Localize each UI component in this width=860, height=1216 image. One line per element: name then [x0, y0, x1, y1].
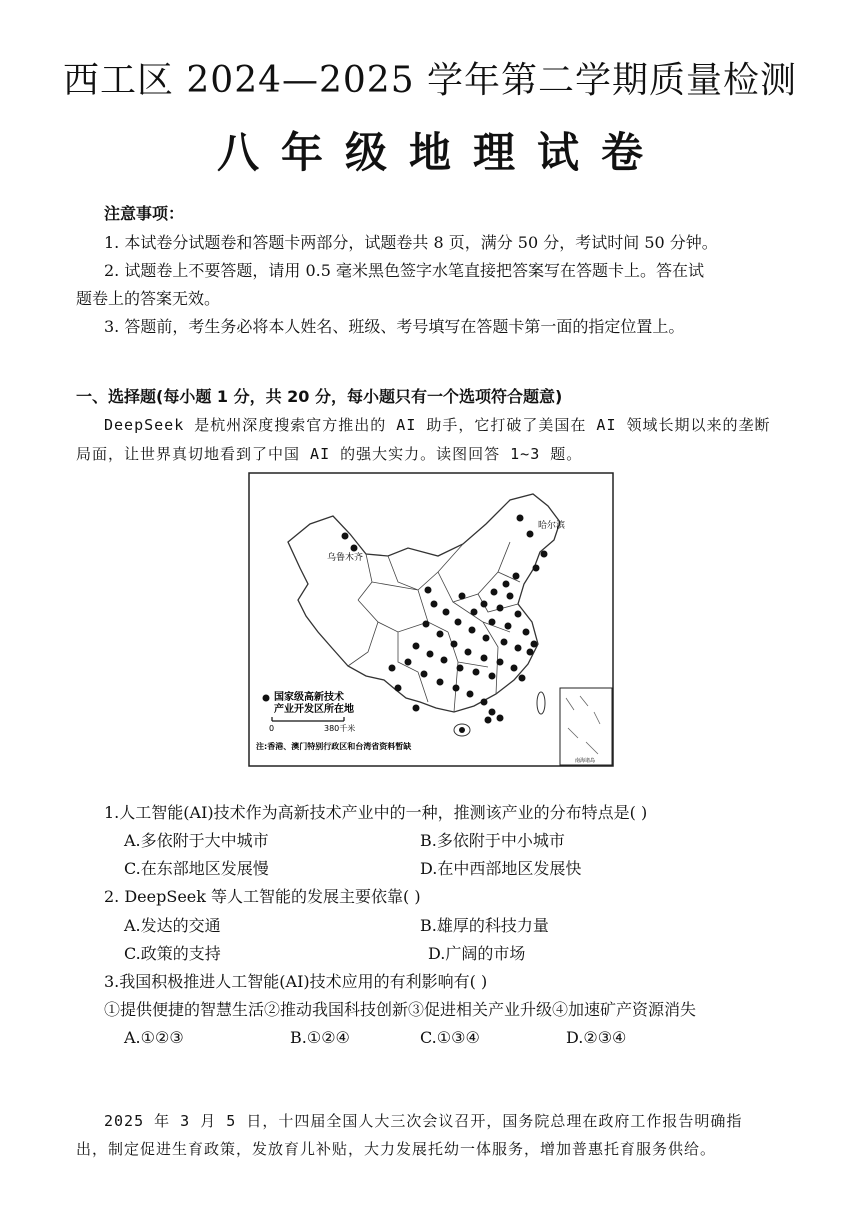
zone-dot: [467, 691, 474, 698]
zone-dot: [507, 593, 514, 600]
zone-dot: [489, 673, 496, 680]
south-china-sea-inset: [560, 688, 612, 765]
legend-dot: [263, 695, 270, 702]
q3-option-d: D.②③④: [566, 1028, 627, 1047]
map-frame: [249, 473, 613, 766]
zone-dot: [515, 645, 522, 652]
map-note: 注:香港、澳门特别行政区和台湾省资料暂缺: [256, 742, 412, 751]
zone-dot: [491, 589, 498, 596]
zone-dot: [519, 675, 526, 682]
zone-dot: [413, 705, 420, 712]
zone-dot: [413, 643, 420, 650]
legend-text-line-2: 产业开发区所在地: [274, 704, 354, 715]
passage2-line-2: 出，制定促进生育政策，发放育儿补贴，大力发展托幼一体服务，增加普惠托育服务供给。: [76, 1140, 717, 1158]
zone-dot: [437, 631, 444, 638]
zone-dot: [489, 709, 496, 716]
zone-dot: [459, 593, 466, 600]
q2-option-a: A.发达的交通: [124, 916, 221, 935]
q2-option-c: C.政策的支持: [124, 944, 221, 963]
zone-dot: [459, 727, 465, 733]
intro-line-2: 局面，让世界真切地看到了中国 AI 的强大实力。读图回答 1~3 题。: [76, 445, 583, 463]
zone-dot: [427, 651, 434, 658]
q1-option-b: B.多依附于中小城市: [420, 831, 565, 850]
exam-subtitle: 八年级地理试卷: [216, 128, 665, 177]
zone-dot: [505, 623, 512, 630]
zone-dot: [441, 657, 448, 664]
q2-stem: 2. DeepSeek 等人工智能的发展主要依靠( ): [104, 887, 421, 906]
passage2-line-1: 2025 年 3 月 5 日，十四届全国人大三次会议召开，国务院总理在政府工作报告明确指: [104, 1112, 743, 1130]
zone-dot: [473, 669, 480, 676]
zone-dot: [351, 545, 358, 552]
zone-dot: [483, 635, 490, 642]
legend-text-line-1: 国家级高新技术: [274, 692, 344, 703]
zone-dot: [465, 649, 472, 656]
zone-dot: [389, 665, 396, 672]
map-label-harbin: 哈尔滨: [538, 521, 566, 531]
q1-stem: 1.人工智能(AI)技术作为高新技术产业中的一种，推测该产业的分布特点是( ): [104, 803, 648, 822]
q1-option-d: D.在中西部地区发展快: [420, 859, 582, 878]
zone-dot: [511, 665, 518, 672]
zone-dot: [431, 601, 438, 608]
zone-dot: [533, 565, 540, 572]
zone-dot: [405, 659, 412, 666]
q3-option-a: A.①②③: [124, 1028, 184, 1047]
zone-dot: [342, 533, 349, 540]
zone-dot: [423, 621, 430, 628]
zone-dot: [497, 659, 504, 666]
zone-dot: [425, 587, 432, 594]
q3-option-c: C.①③④: [420, 1028, 480, 1047]
map-label-urumqi: 乌鲁木齐: [327, 553, 364, 563]
zone-dot: [443, 609, 450, 616]
zone-dot: [541, 551, 548, 558]
zone-dot: [501, 639, 508, 646]
notice-item-2-line-1: 2. 试题卷上不要答题，请用 0.5 毫米黑色签字水笔直接把答案写在答题卡上。答在试: [104, 261, 704, 280]
notice-item-3: 3. 答题前，考生务必将本人姓名、班级、考号填写在答题卡第一面的指定位置上。: [104, 317, 685, 336]
q2-option-b: B.雄厚的科技力量: [420, 916, 549, 935]
zone-dot: [497, 605, 504, 612]
map-svg: [248, 472, 614, 767]
china-high-tech-zone-map: [248, 472, 614, 767]
exam-title: 西工区 2024—2025 学年第二学期质量检测: [62, 60, 798, 101]
zone-dot: [395, 685, 402, 692]
inset-label: 南海诸岛: [574, 758, 596, 764]
zone-dot: [485, 717, 492, 724]
zone-dot: [451, 641, 458, 648]
zone-dot: [453, 685, 460, 692]
zone-dot: [497, 715, 504, 722]
zone-dot: [489, 619, 496, 626]
zone-dot: [517, 515, 524, 522]
q3-stem: 3.我国积极推进人工智能(AI)技术应用的有利影响有( ): [104, 972, 488, 991]
notice-heading: 注意事项：: [104, 204, 185, 223]
zone-dot: [527, 649, 534, 656]
notice-item-1: 1. 本试卷分试题卷和答题卡两部分，试题卷共 8 页，满分 50 分，考试时间 50 分钟。: [104, 233, 718, 252]
scale-zero: 0: [269, 724, 275, 733]
q1-option-c: C.在东部地区发展慢: [124, 859, 269, 878]
section-heading: 一、选择题(每小题 1 分，共 20 分，每小题只有一个选项符合题意): [76, 387, 563, 406]
zone-dot: [421, 671, 428, 678]
scale-km: 380千米: [324, 724, 356, 733]
q2-option-d: D.广阔的市场: [428, 944, 526, 963]
q3-option-b: B.①②④: [290, 1028, 350, 1047]
zone-dot: [455, 619, 462, 626]
zone-dot: [481, 655, 488, 662]
zone-dot: [503, 581, 510, 588]
zone-dot: [515, 611, 522, 618]
zone-dot: [469, 627, 476, 634]
zone-dot: [481, 601, 488, 608]
q3-items: ①提供便捷的智慧生活②推动我国科技创新③促进相关产业升级④加速矿产资源消失: [104, 1000, 697, 1019]
q1-option-a: A.多依附于大中城市: [124, 831, 269, 850]
zone-dot: [531, 641, 538, 648]
zone-dot: [481, 699, 488, 706]
zone-dot: [527, 531, 534, 538]
zone-dot: [471, 609, 478, 616]
zone-dot: [457, 665, 464, 672]
zone-dot: [437, 679, 444, 686]
intro-line-1: DeepSeek 是杭州深度搜索官方推出的 AI 助手，它打破了美国在 AI 领域长期以来的垄断: [104, 416, 771, 434]
notice-item-2-line-2: 题卷上的答案无效。: [76, 289, 221, 308]
zone-dot: [513, 573, 520, 580]
zone-dot: [523, 629, 530, 636]
